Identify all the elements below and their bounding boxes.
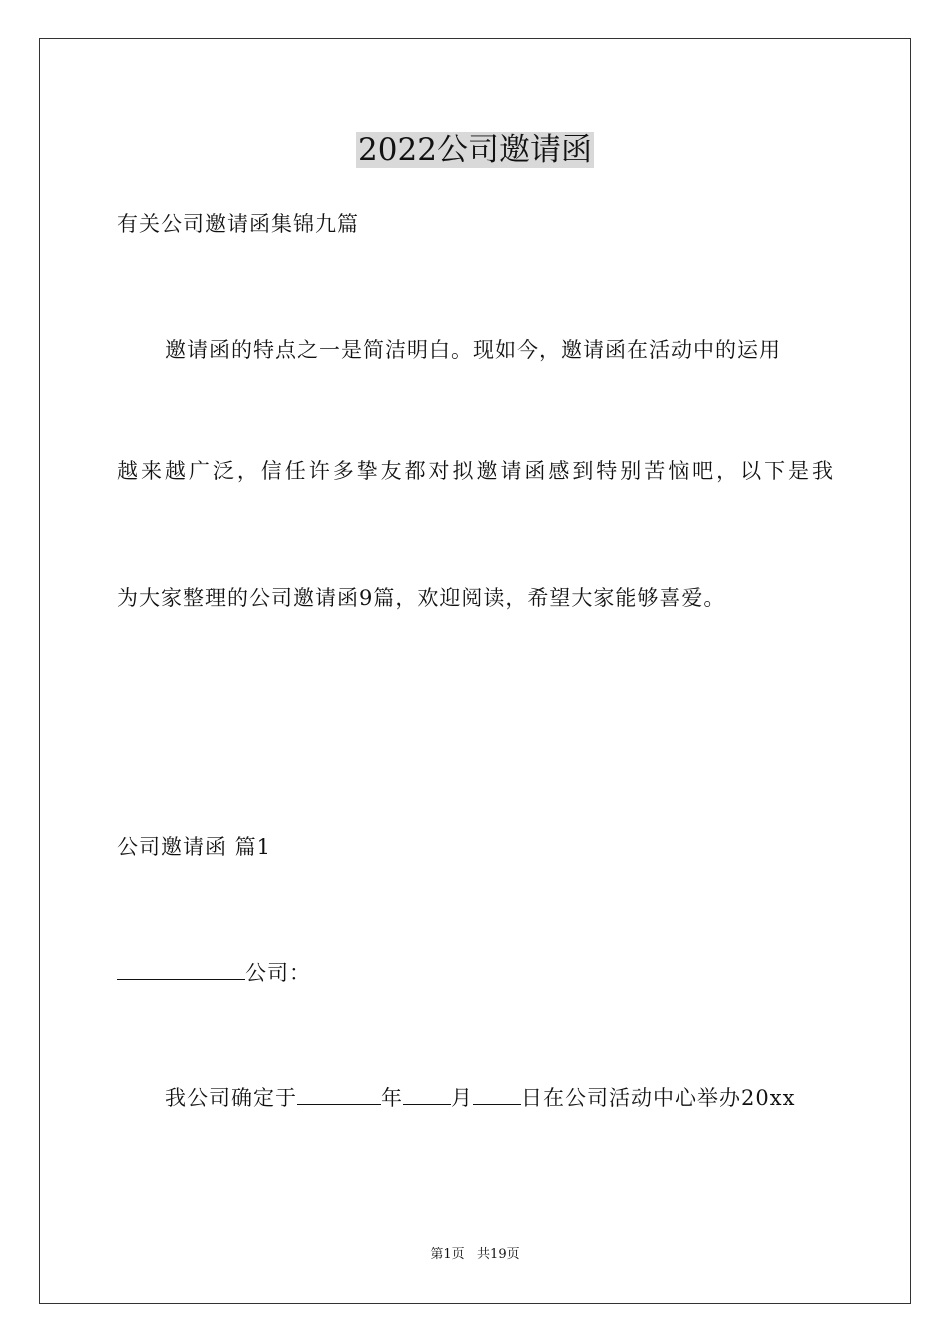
intro-line-1: 邀请函的特点之一是简洁明白。现如今，邀请函在活动中的运用: [165, 338, 781, 362]
company-name-blank: [117, 957, 245, 980]
year-blank: [297, 1082, 381, 1105]
year-label: 年: [381, 1086, 403, 1110]
month-blank: [403, 1082, 451, 1105]
document-title-text: 2022公司邀请函: [358, 132, 592, 168]
document-subtitle: 有关公司邀请函集锦九篇: [117, 212, 359, 236]
month-label: 月: [451, 1086, 473, 1110]
salutation-line: [117, 957, 311, 988]
section-heading: 公司邀请函 篇1: [117, 835, 272, 859]
body-line: [165, 1082, 795, 1113]
page-footer: 第1页 共19页: [430, 1247, 520, 1262]
salutation-suffix: 公司：: [245, 961, 311, 985]
body-suffix: 日在公司活动中心举办20xx: [521, 1086, 796, 1110]
intro-line-3: 为大家整理的公司邀请函9篇，欢迎阅读，希望大家能够喜爱。: [117, 586, 726, 610]
day-blank: [473, 1082, 521, 1105]
intro-line-2: 越来越广泛，信任许多挚友都对拟邀请函感到特别苦恼吧，以下是我: [117, 459, 833, 483]
body-prefix: 我公司确定于: [165, 1086, 297, 1110]
document-title: [0, 130, 950, 170]
